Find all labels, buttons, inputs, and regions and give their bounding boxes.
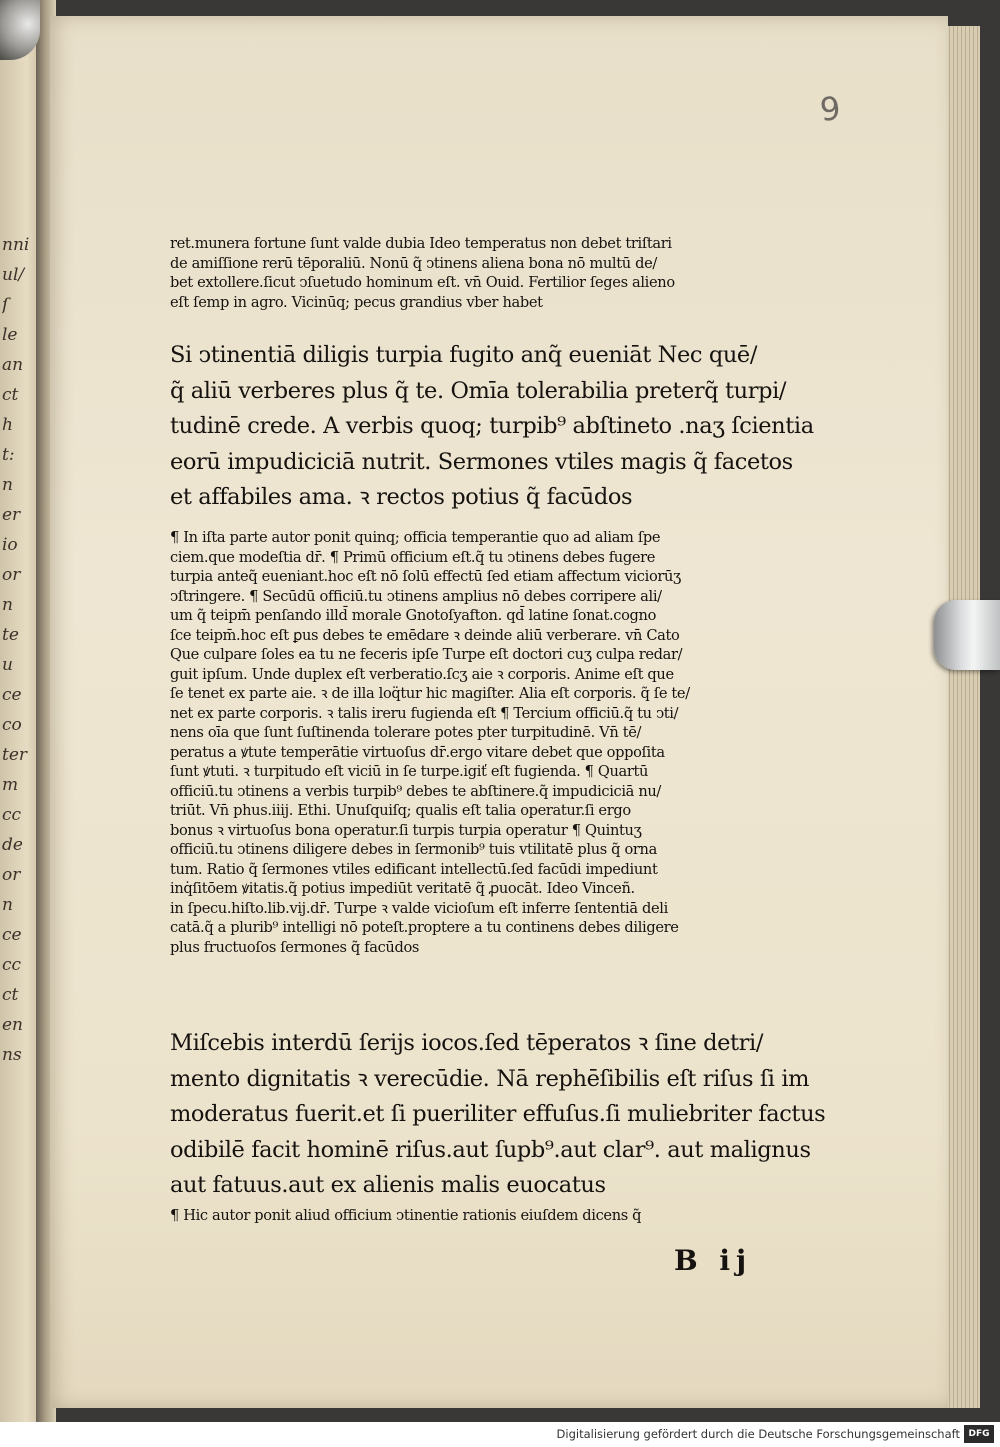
text-line: catā.q̃ a plurib⁹ intelligi nō poteſt.proptere a tu continens debes diligere [170, 919, 679, 936]
margin-fragment: de [2, 835, 23, 855]
margin-fragment: ns [2, 1045, 22, 1065]
margin-fragment: er [2, 505, 21, 525]
margin-fragment: n [2, 475, 13, 495]
margin-fragment: n [2, 595, 13, 615]
margin-fragment: or [2, 865, 21, 885]
margin-fragment: co [2, 715, 22, 735]
text-line: nens oīa que ſunt ſuſtinenda tolerare potes pter turpitudinē. Vn̄ tē/ [170, 724, 642, 741]
verse-block-1 [170, 338, 814, 516]
book-page [50, 16, 948, 1408]
margin-fragment: ul/ [2, 265, 25, 285]
text-line: odibilē facit hominē riſus.aut ſupb⁹.aut clar⁹. aut malignus [170, 1136, 811, 1163]
text-line: bet extollere.ſicut ↄſuetudo hominum eſt. vn̄ Ouid. Fertilior ſeges alieno [170, 274, 675, 291]
margin-fragment: ſ [2, 295, 9, 315]
verse-block-2 [170, 1026, 825, 1204]
commentary-block-1 [170, 234, 675, 312]
text-line: tum. Ratio q̃ ſermones vtiles edificant intellectū.ſed facūdi impediunt [170, 860, 658, 878]
margin-fragment: h [2, 415, 13, 435]
text-line: plus fructuoſos ſermones q̃ facūdos [170, 938, 420, 956]
margin-fragment: ce [2, 925, 22, 945]
text-line: q̃ aliū verberes plus q̃ te. Omīa tolerabilia preterq̃ turpi/ [170, 377, 787, 404]
text-line: moderatus fuerit.et ſi pueriliter effuſus.ſi muliebriter factus [170, 1101, 826, 1127]
text-line: ciem.que modeſtia dr̄. ¶ Primū officium eſt.q̃ tu ↄtinens debes fugere [170, 548, 656, 566]
margin-fragment: te [2, 625, 19, 645]
text-line: peratus a ꝟtute temperātie virtuoſus dr̄.ergo vitare debet que oppoſita [170, 743, 665, 761]
margin-fragment: n [2, 895, 13, 915]
dfg-logo-icon: DFG [964, 1425, 994, 1443]
margin-fragment: u [2, 655, 13, 675]
text-line: eorū impudiciciā nutrit. Sermones vtiles magis q̃ facetos [170, 448, 793, 475]
text-line: mento dignitatis ꝛ verecūdie. Nā rephēſibilis eſt riſus ſi im [170, 1065, 810, 1092]
text-line: turpia anteq̃ eueniant.hoc eſt nō ſolū effectū ſed etiam affectum viciorūʒ [170, 568, 681, 585]
text-line: Miſcebis interdū ſerijs iocos.ſed tēperatos ꝛ ſine detri/ [170, 1030, 764, 1056]
text-line: inq̇ſitōem ꝟitatis.q̃ potius impediūt veritatē q̃ ꝓuocāt. Ideo Vinceñ. [170, 880, 635, 897]
text-line: um q̃ teipm̄ penſando illd̄ morale Gnotoſyafton. qd̄ latine ſonat.cogno [170, 607, 657, 624]
text-line: guit ipſum. Unde duplex eſt verberatio.ſcʒ aie ꝛ corporis. Anime eſt que [170, 665, 674, 683]
margin-fragment: cc [2, 955, 22, 975]
commentary-block-3 [170, 1206, 641, 1226]
signature-mark: B ij [674, 1244, 753, 1277]
text-line: ¶ Hic autor ponit aliud officium ↄtinentie rationis eiuſdem dicens q̃ [170, 1207, 642, 1224]
margin-fragment: io [2, 535, 18, 555]
folio-number: 9 [818, 89, 843, 129]
text-line: officiū.tu ↄtinens diligere debes in ſermonib⁹ tuis vtilitatē plus q̃ orna [170, 841, 657, 858]
text-line: eſt ſemp in agro. Vicinūq; pecus grandius vber habet [170, 293, 543, 311]
text-line: Que culpare ſoles ea tu ne feceris ipſe Turpe eſt doctori cuʒ culpa redar/ [170, 646, 683, 663]
margin-fragment: cc [2, 805, 22, 825]
text-line: aut fatuus.aut ex alienis malis euocatus [170, 1172, 606, 1198]
text-line: et affabiles ama. ꝛ rectos potius q̃ facūdos [170, 484, 633, 510]
text-line: tudinē crede. A verbis quoq; turpib⁹ abſtineto .naʒ ſcientia [170, 413, 814, 439]
text-line: ſunt ꝟtuti. ꝛ turpitudo eſt viciū in ſe turpe.igiť eſt fugienda. ¶ Quartū [170, 763, 649, 780]
margin-fragment: ce [2, 685, 22, 705]
margin-fragment: le [2, 325, 18, 345]
text-line: ¶ In iſta parte autor ponit quinq; officia temperantie quo ad aliam ſpe [170, 529, 661, 546]
text-line: net ex parte corporis. ꝛ talis ireru fugienda eſt ¶ Tercium officiū.q̃ tu ↄti/ [170, 704, 679, 722]
text-line: officiū.tu ↄtinens a verbis turpib⁹ debes te abſtinere.q̃ impudiciciā nu/ [170, 782, 661, 800]
margin-fragment: t: [2, 445, 15, 465]
margin-fragment: m [2, 775, 19, 795]
page-edges [946, 26, 980, 1408]
margin-fragment: an [2, 355, 24, 375]
funding-credit: Digitalisierung gefördert durch die Deutsche Forschungsgemeinschaft [556, 1427, 960, 1441]
margin-fragment: or [2, 565, 21, 585]
text-line: ſce teipm̄.hoc eſt ꝑus debes te emēdare ꝛ deinde aliū verberare. vn̄ Cato [170, 626, 680, 644]
commentary-block-2 [170, 528, 690, 957]
text-line: triūt. Vn̄ phus.iiij. Ethi. Unuſquiſq; qualis eſt talia operatur.ſi ergo [170, 802, 631, 819]
footer-bar [0, 1422, 1000, 1447]
margin-fragment: nni [2, 235, 30, 255]
margin-fragment: ct [2, 385, 19, 405]
text-line: in ſpecu.hiſto.lib.vij.dr̄. Turpe ꝛ valde vicioſum eſt inferre ſententiā deli [170, 899, 668, 917]
margin-fragment: ct [2, 985, 19, 1005]
text-line: ſe tenet ex parte aie. ꝛ de illa loq̈tur hic magiſter. Alia eſt corporis. q̃ ſe te/ [170, 685, 690, 702]
margin-fragment: en [2, 1015, 24, 1035]
text-line: bonus ꝛ virtuoſus bona operatur.ſi turpis turpia operatur ¶ Quintuʒ [170, 821, 642, 839]
text-line: de amiſſione rerū tēporaliū. Nonū q̃ ↄtinens aliena bona nō multū de/ [170, 254, 657, 272]
page-clip-icon [934, 600, 1000, 670]
text-line: Si ↄtinentiā diligis turpia fugito anq̃ eueniāt Nec quē/ [170, 342, 758, 368]
text-line: ret.munera fortune ſunt valde dubia Ideo temperatus non debet triſtari [170, 235, 672, 252]
margin-fragment: ter [2, 745, 28, 765]
text-line: ↄſtringere. ¶ Secūdū officiū.tu ↄtinens amplius nō debes corripere ali/ [170, 587, 662, 605]
